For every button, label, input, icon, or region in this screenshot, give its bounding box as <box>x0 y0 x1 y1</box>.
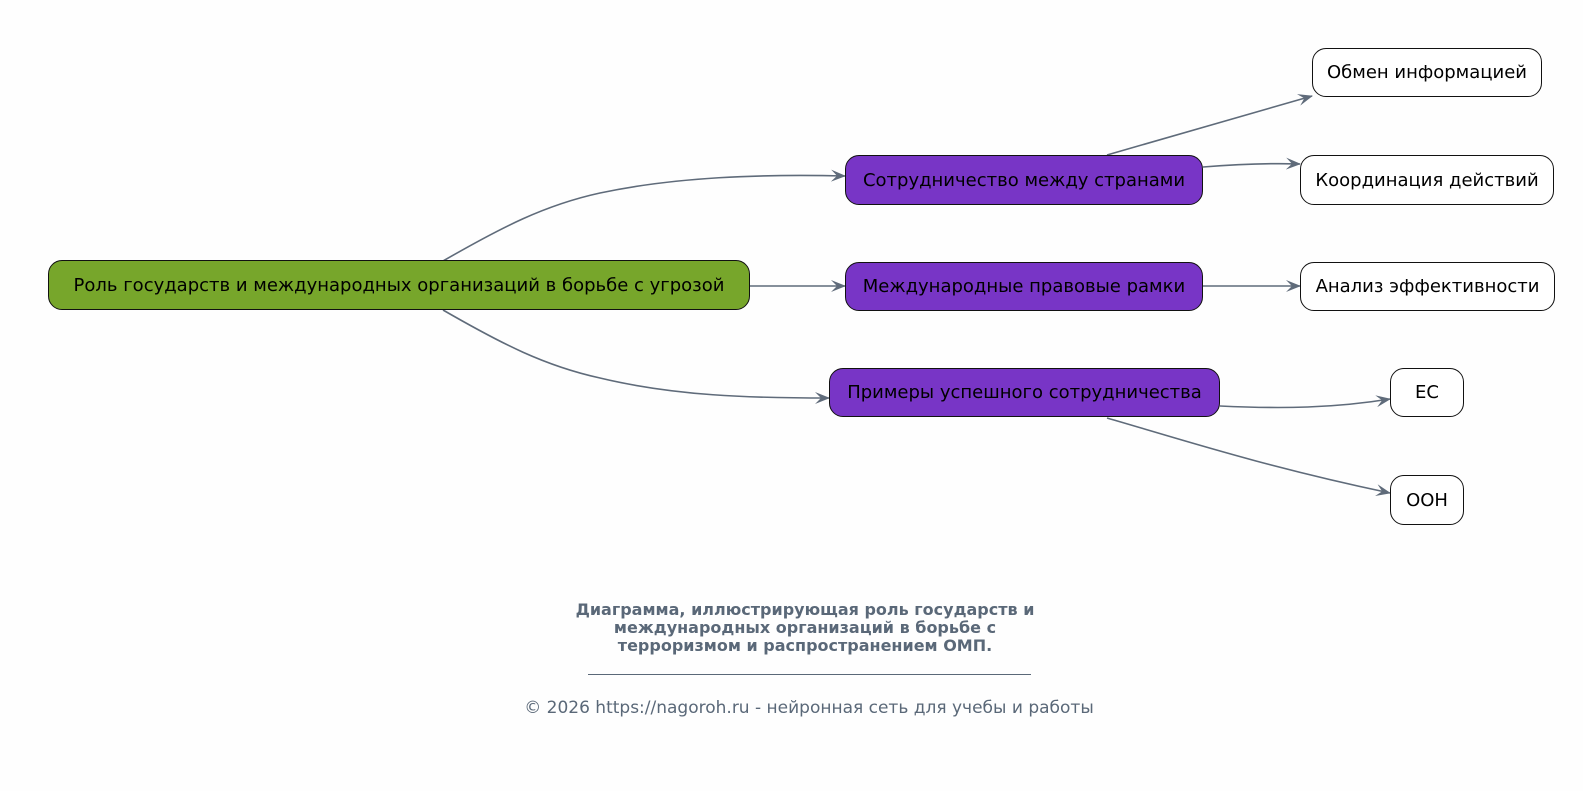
node-info: Обмен информацией <box>1312 48 1542 97</box>
edge-root-to-examples <box>443 310 829 398</box>
edge-coop-to-info <box>1107 96 1312 155</box>
node-analysis: Анализ эффективности <box>1300 262 1555 311</box>
node-examples: Примеры успешного сотрудничества <box>829 368 1220 417</box>
node-un: ООН <box>1390 475 1464 525</box>
edge-root-to-coop <box>443 175 845 261</box>
caption-line: Диаграмма, иллюстрирующая роль государств и <box>575 600 1035 619</box>
node-root: Роль государств и международных организаций в борьбе с угрозой <box>48 260 750 310</box>
caption-divider <box>588 674 1031 675</box>
node-legal: Международные правовые рамки <box>845 262 1203 311</box>
edge-examples-to-un <box>1107 418 1390 493</box>
caption-line: терроризмом и распространением ОМП. <box>617 636 993 655</box>
node-coop: Сотрудничество между странами <box>845 155 1203 205</box>
diagram-caption <box>560 601 1050 655</box>
node-eu: ЕС <box>1390 368 1464 417</box>
caption-line: международных организаций в борьбе с <box>613 618 997 637</box>
edge-coop-to-coord <box>1203 164 1300 167</box>
edge-examples-to-eu <box>1220 399 1390 408</box>
footer-copyright: © 2026 https://nagoroh.ru - нейронная сеть для учебы и работы <box>524 698 1094 718</box>
node-coord: Координация действий <box>1300 155 1554 205</box>
